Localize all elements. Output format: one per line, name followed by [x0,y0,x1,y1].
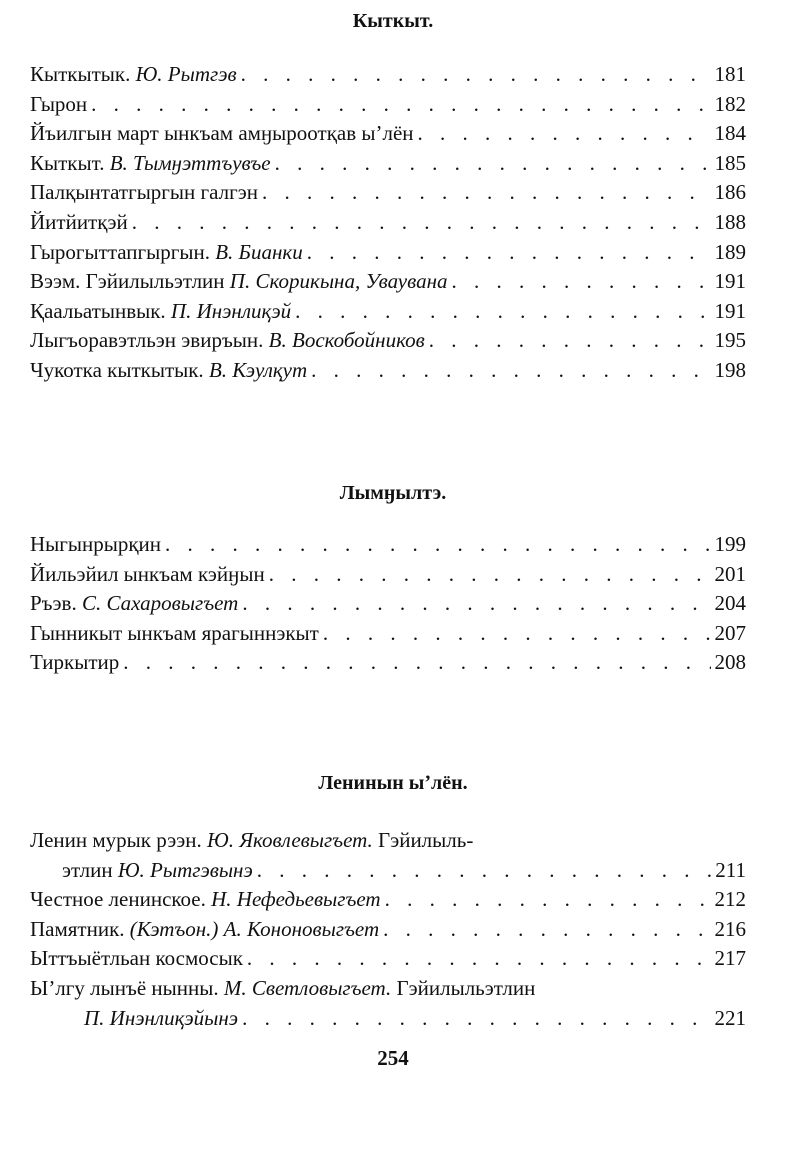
page-ref: 208 [714,650,746,675]
page-number: 254 [377,1046,409,1070]
page-ref: 198 [714,357,746,382]
page-ref: 188 [714,209,746,234]
page-ref: 181 [714,62,746,86]
page-ref: 191 [714,298,746,323]
toc-entry[interactable]: Тиркытир . . . 208 [30,648,746,678]
toc-entry[interactable]: Ныгынрырқин . . . 199 [30,530,746,560]
toc-entry[interactable]: Гырогыттапгыргын. В. Бианки . . . 189 [30,238,746,268]
page-ref: 204 [714,591,746,616]
toc-entry[interactable]: Йъилгын март ынкъам амӈыроотқав ыʼлён . . . 184 [30,119,746,149]
page-ref: 182 [714,91,746,116]
toc-entry[interactable]: Кыткыт. В. Тымӈэттъувъе . . . 185 [30,149,746,179]
toc-entry[interactable]: Кыткытык. Ю. Рытгэв . . . 181 [30,60,746,90]
toc-section-lymnylte [30,530,746,678]
toc-entry[interactable]: Гырон . . . 182 [30,90,746,120]
toc-entry[interactable]: Лыгъоравэтльэн эвиръын. В. Воскобойников . . . 195 [30,326,746,356]
page-ref: 186 [714,180,746,205]
toc-section-kytkyt [30,60,746,386]
toc-entry[interactable]: Ръэв. С. Сахаровыгъет . . . 204 [30,589,746,619]
toc-entry[interactable]: Ыттъыётльан космосык . . . 217 [30,944,746,974]
toc-entry[interactable]: Чукотка кыткытык. В. Кэулқут . . . 198 [30,356,746,386]
page-ref: 221 [714,1005,746,1030]
page-ref: 185 [714,150,746,175]
toc-entry[interactable]: Честное ленинское. Н. Нефедьевыгъет . . . 212 [30,885,746,915]
toc-section-leninyn-ylyon [30,826,746,1033]
section-title-leninyn-ylyon: Ленинын ыʼлён. [318,772,468,794]
page-ref: 217 [714,946,746,971]
page-ref: 189 [714,239,746,264]
page-ref: 195 [714,328,746,353]
page-ref: 212 [714,887,746,912]
page-ref: 211 [715,857,746,882]
toc-entry-multiline[interactable]: Ленин мурык рээн. Ю. Яковлевыгъет. Гэйилыль- этлин Ю. Рытгэвынэ . . . 211 [30,826,746,885]
toc-entry[interactable]: Вээм. Гэйилыльэтлин П. Скорикына, Уваувана . . . 191 [30,267,746,297]
toc-entry[interactable]: Қаальатынвык. П. Инэнлиқэй . . . 191 [30,297,746,327]
toc-entry[interactable]: Гынникыт ынкъам ярагыннэкыт . . . 207 [30,619,746,649]
page-ref: 199 [714,532,746,556]
page-ref: 191 [714,269,746,294]
toc-entry[interactable]: Йитйитқэй . . . 188 [30,208,746,238]
section-title-lymnylte: Лымӈылтэ. [339,482,447,504]
toc-entry-multiline[interactable]: Ыʼлгу лынъё нынны. М. Светловыгъет. Гэйилыльэтлин П. Инэнлиқэйынэ . . . 221 [30,974,746,1033]
toc-entry[interactable]: Палқынтатгыргын галгэн . . . 186 [30,178,746,208]
page-ref: 207 [714,620,746,645]
page-ref: 184 [714,121,746,146]
section-title-kytkyt: Кыткыт. [352,10,434,32]
toc-entry[interactable]: Йильэйил ынкъам кэйӈын . . . 201 [30,560,746,590]
page-ref: 216 [714,916,746,941]
toc-entry[interactable]: Памятник. (Кэтъон.) А. Кононовыгъет . . . 216 [30,915,746,945]
page-ref: 201 [714,561,746,586]
